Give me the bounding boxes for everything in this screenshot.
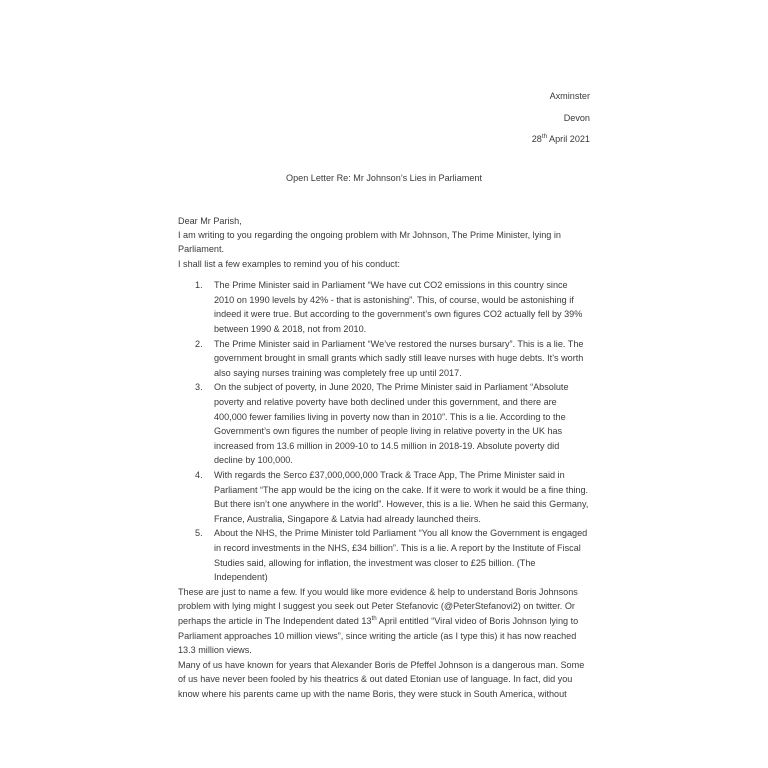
closing-paragraph: [178, 585, 590, 658]
list-item: On the subject of poverty, in June 2020, The Prime Minister said in Parliament “Absolute poverty and relative poverty have both declined under this government, and there are 400,000 fewer families living in poverty now than in 2010”. This is a lie. According to the Government’s own figures the number of people living in relative poverty in the UK has increased from 13.6 million in 2009-10 to 14.5 million in 2018-19. Absolute poverty did decline by 100,000.: [214, 382, 569, 466]
address-line-town: Axminster: [549, 91, 590, 101]
final-paragraph: Many of us have known for years that Alexander Boris de Pfeffel Johnson is a dangerous man. Some of us have never been fooled by his theatrics & out dated Etonian use of language. In fact, did you know where his parents came up with the name Boris, they were stuck in South America, without: [178, 659, 585, 699]
letter-salutation: Dear Mr Parish,: [178, 215, 242, 226]
closing-ordinal-suffix: th: [371, 614, 377, 622]
letter-date: [178, 129, 590, 151]
date-day: 28: [531, 134, 542, 144]
closing-paragraph-part-2: April entitled “Viral video of Boris Johnson lying to Parliament approaches 10 million views”, since writing the article (as I type this) it has now reached 13.3 million views.: [178, 615, 579, 656]
list-item: The Prime Minister said in Parliament “We’ve restored the nurses bursary”. This is a lie. The government brought in small grants which sadly still leave nurses with huge debts. It’s worth also saying nurses training was completely free up until 2017.: [214, 338, 584, 378]
letter-subject-title: Open Letter Re: Mr Johnson’s Lies in Parliament: [286, 172, 482, 183]
numbered-examples-list: [178, 278, 590, 584]
list-item: With regards the Serco £37,000,000,000 Track & Trace App, The Prime Minister said in Parliament “The app would be the icing on the cake. If it were to work it would be a fine thing. But there isn’t one anywhere in the world”. However, this is a lie. When he said this Germany, France, Australia, Singapore & Latvia had already launched theirs.: [214, 470, 589, 524]
list-item: The Prime Minister said in Parliament “We have cut CO2 emissions in this country since 2010 on 1990 levels by 42% - that is astonishing”. This, of course, would be astonishing if indeed it were true. But according to the government’s own figures CO2 actually fell by 39% between 1990 & 2018, not from 2010.: [214, 280, 583, 335]
intro-paragraph: I am writing to you regarding the ongoing problem with Mr Johnson, The Prime Minister, lying in Parliament.: [178, 229, 561, 255]
date-ordinal-suffix: th: [541, 132, 548, 140]
date-rest: April 2021: [547, 134, 590, 144]
closing-paragraph-part-1: These are just to name a few. If you would like more evidence & help to understand Boris Johnsons problem with lying might I suggest you seek out Peter Stefanovic (@PeterStefanovi2) on twitter. Or perhaps the article in The Independent dated 13: [178, 586, 578, 626]
letter-content: [178, 86, 590, 702]
list-lead-in-paragraph: I shall list a few examples to remind you of his conduct:: [178, 258, 400, 269]
address-line-county: Devon: [563, 112, 590, 123]
list-item: About the NHS, the Prime Minister told Parliament “You all know the Government is engaged in record investments in the NHS, £34 billion”. This is a lie. A report by the Institute of Fiscal Studies said, allowing for inflation, the investment was closer to £25 billion. (The Independent): [214, 528, 588, 583]
sender-address-block: [178, 86, 590, 151]
